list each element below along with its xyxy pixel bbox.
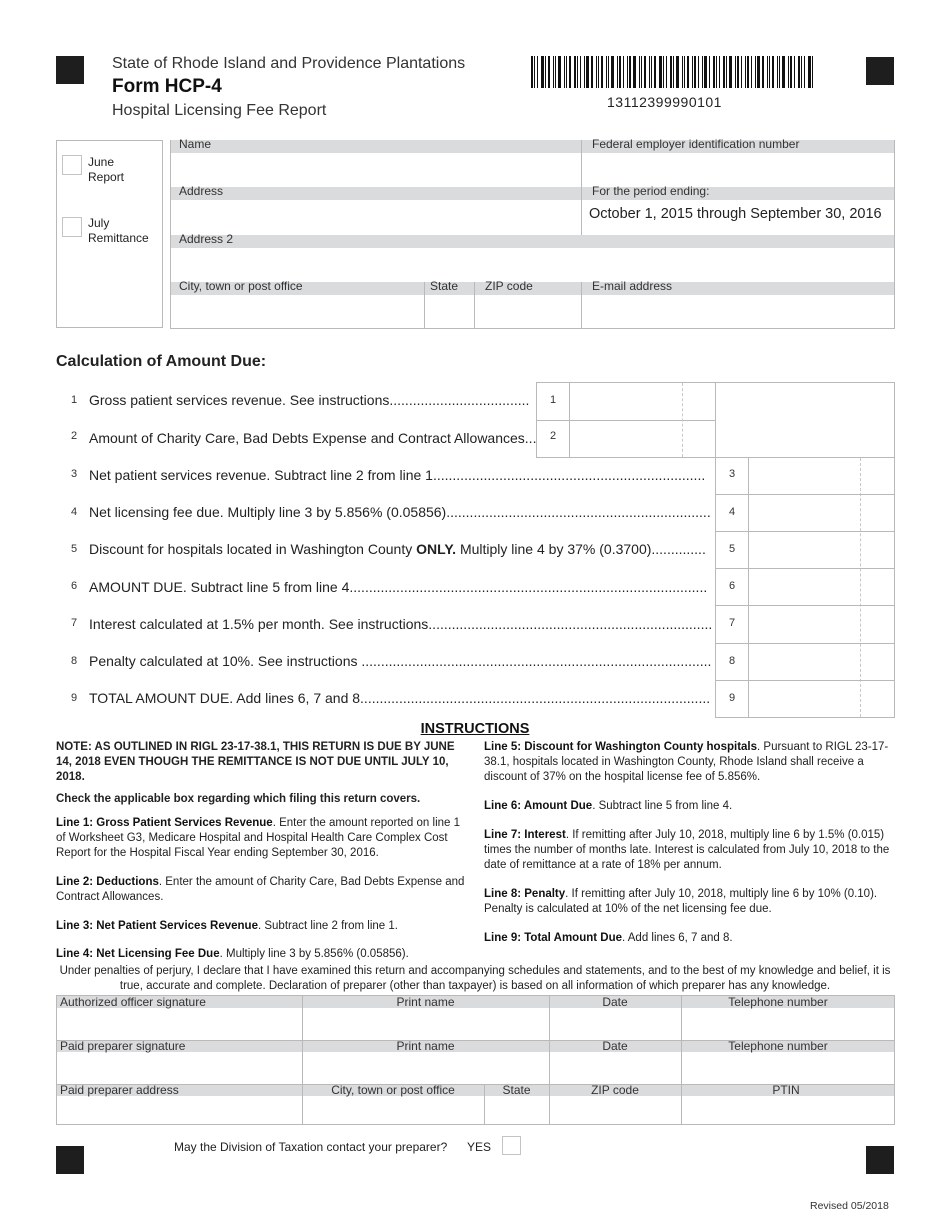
barcode-bar xyxy=(769,56,770,88)
auth-signature-label: Authorized officer signature xyxy=(60,995,206,1009)
july-remittance-checkbox[interactable] xyxy=(62,217,82,237)
auth-signature-field[interactable] xyxy=(57,1009,301,1040)
preparer-state-field[interactable] xyxy=(485,1097,548,1124)
instructions-right-column: Line 5: Discount for Washington County hospitals. Pursuant to RIGL 23-17-38.1, hospitals located in Washington County, Rhode Island shall receive a discount of 37% on the hospital license fee of 5.856%. Line 6: Amount Due. Subtract line 5 from line 4. Line 7: Interest. If remitting after July 10, 2018, multiply line 6 by 1.5% (0.015) times the number of months late. Interest is calculated from July 10, 2018 to the date of remittance at a rate of 18% per annum. Line 8: Penalty. If remitting after July 10, 2018, multiply line 6 by 10% (0.10). Penalty is calculated at 10% of the net licensing fee due. Line 9: Total Amount Due. Add lines 6, 7 and 8. xyxy=(484,741,890,944)
barcode-bar xyxy=(812,56,813,88)
preparer-signature-label: Paid preparer signature xyxy=(60,1039,186,1053)
barcode-bar xyxy=(666,56,667,88)
contact-question: May the Division of Taxation contact your preparer? xyxy=(174,1140,448,1154)
barcode-bar xyxy=(611,56,614,88)
barcode-bar xyxy=(569,56,571,88)
line-1-amount-field[interactable] xyxy=(570,383,715,420)
barcode-bar xyxy=(670,56,672,88)
fein-label: Federal employer identification number xyxy=(592,137,800,151)
line-number: 9 xyxy=(70,692,78,704)
barcode-bar xyxy=(676,56,679,88)
box-number: 7 xyxy=(728,617,736,629)
barcode-bar xyxy=(755,56,756,88)
line-5-amount-field[interactable] xyxy=(749,532,894,568)
barcode xyxy=(531,56,816,88)
address-field[interactable] xyxy=(171,201,581,234)
instructions-left-column: NOTE: AS OUTLINED IN RIGL 23-17-38.1, THIS RETURN IS DUE BY JUNE 14, 2018 EVEN THOUGH THE REMITTANCE IS NOT DUE UNTIL JULY 10, 2018. Check the applicable box regarding which filing this return covers. Line 1: Gross Patient Services Revenue. Enter the amount reported on line 1 of Worksheet G3, Medicare Hospital and Hospital Health Care Complex Cost Report for the Hospital Fiscal Year ending September 30, 2016. Line 2: Deductions. Enter the amount of Charity Care, Bad Debts Expense and Contract Allowances. Line 3: Net Patient Services Revenue. Subtract line 2 from line 1. Line 4: Net Licensing Fee Due. Multiply line 3 by 5.856% (0.05856). xyxy=(56,741,465,960)
preparer-telephone-field[interactable] xyxy=(682,1053,894,1084)
auth-print-name-field[interactable] xyxy=(303,1009,548,1040)
barcode-number: 13112399990101 xyxy=(607,94,722,110)
barcode-bar xyxy=(747,56,749,88)
zip-field[interactable] xyxy=(475,296,580,328)
email-field[interactable] xyxy=(582,296,894,328)
barcode-bar xyxy=(596,56,597,88)
line-number: 1 xyxy=(70,394,78,406)
address2-label: Address 2 xyxy=(179,232,234,246)
line-number: 8 xyxy=(70,655,78,667)
state-name: State of Rhode Island and Providence Plantations xyxy=(112,55,466,72)
registration-mark-bottom-right xyxy=(866,1146,894,1174)
barcode-bar xyxy=(709,56,710,88)
contact-yes-checkbox[interactable] xyxy=(502,1136,521,1155)
instructions-check: Check the applicable box regarding which filing this return covers. xyxy=(56,793,421,805)
contact-yes-label: YES xyxy=(467,1140,492,1154)
period-label: For the period ending: xyxy=(592,184,710,198)
address2-field[interactable] xyxy=(171,249,894,282)
line-9-amount-field[interactable] xyxy=(749,681,894,717)
barcode-bar xyxy=(591,56,593,88)
barcode-bar xyxy=(598,56,599,88)
barcode-bar xyxy=(798,56,800,88)
barcode-bar xyxy=(735,56,736,88)
barcode-bar xyxy=(566,56,567,88)
print-name-label: Print name xyxy=(396,995,455,1009)
barcode-bar xyxy=(644,56,646,88)
barcode-bar xyxy=(684,56,685,88)
city-label: City, town or post office xyxy=(179,279,303,293)
preparer-city-field[interactable] xyxy=(303,1097,483,1124)
box-number: 8 xyxy=(728,655,736,667)
june-report-checkbox[interactable] xyxy=(62,155,82,175)
barcode-bar xyxy=(608,56,609,88)
box-number: 6 xyxy=(728,580,736,592)
barcode-bar xyxy=(702,56,703,88)
barcode-bar xyxy=(586,56,589,88)
date-label: Date xyxy=(602,1039,628,1053)
instructions-note: NOTE: AS OUTLINED IN RIGL 23-17-38.1, THIS RETURN IS DUE BY JUNE 14, 2018 EVEN THOUGH THE REMITTANCE IS NOT DUE UNTIL JULY 10, 2018. xyxy=(56,741,455,783)
barcode-bar xyxy=(762,56,764,88)
barcode-bar xyxy=(577,56,578,88)
revised-date: Revised 05/2018 xyxy=(810,1200,889,1212)
barcode-bar xyxy=(553,56,554,88)
auth-telephone-field[interactable] xyxy=(682,1009,894,1040)
barcode-bar xyxy=(801,56,802,88)
line-8-text: Penalty calculated at 10%. See instructions .......................................................................................... xyxy=(89,653,712,669)
barcode-bar xyxy=(804,56,805,88)
barcode-bar xyxy=(619,56,621,88)
line-4-amount-field[interactable] xyxy=(749,495,894,531)
telephone-label: Telephone number xyxy=(728,1039,828,1053)
box-number: 2 xyxy=(549,430,557,442)
barcode-bar xyxy=(767,56,768,88)
barcode-bar xyxy=(713,56,715,88)
barcode-bar xyxy=(574,56,576,88)
barcode-bar xyxy=(808,56,811,88)
barcode-bar xyxy=(641,56,642,88)
barcode-bar xyxy=(779,56,780,88)
line-6-amount-field[interactable] xyxy=(749,569,894,605)
box-number: 1 xyxy=(549,394,557,406)
city-field[interactable] xyxy=(171,296,424,328)
barcode-bar xyxy=(639,56,640,88)
box-number: 5 xyxy=(728,543,736,555)
name-field[interactable] xyxy=(171,154,581,187)
barcode-bar xyxy=(651,56,652,88)
line-2-amount-field[interactable] xyxy=(570,421,715,457)
preparer-date-field[interactable] xyxy=(550,1053,680,1084)
barcode-bar xyxy=(723,56,725,88)
instructions-heading: INSTRUCTIONS xyxy=(420,721,530,737)
line-7-text: Interest calculated at 1.5% per month. See instructions......................................................................... xyxy=(89,616,713,632)
form-title: Hospital Licensing Fee Report xyxy=(112,102,327,119)
address-label: Address xyxy=(179,184,224,198)
line-number: 6 xyxy=(70,580,78,592)
barcode-bar xyxy=(633,56,636,88)
barcode-bar xyxy=(555,56,556,88)
name-label: Name xyxy=(179,137,212,151)
box-number: 4 xyxy=(728,506,736,518)
preparer-address-label: Paid preparer address xyxy=(60,1083,179,1097)
ptin-label: PTIN xyxy=(772,1083,800,1097)
barcode-bar xyxy=(617,56,618,88)
barcode-bar xyxy=(704,56,707,88)
line-9-text: TOTAL AMOUNT DUE. Add lines 6, 7 and 8.......................................................................................... xyxy=(89,690,711,706)
barcode-bar xyxy=(777,56,778,88)
line-3-amount-field[interactable] xyxy=(749,458,894,494)
state-field[interactable] xyxy=(425,296,474,328)
line-number: 7 xyxy=(70,617,78,629)
barcode-bar xyxy=(629,56,631,88)
barcode-bar xyxy=(541,56,544,88)
lines-1-2-side-box xyxy=(715,382,895,458)
barcode-bar xyxy=(729,56,732,88)
state-label: State xyxy=(430,279,459,293)
barcode-bar xyxy=(790,56,792,88)
line-3-text: Net patient services revenue. Subtract line 2 from line 1...................................................................... xyxy=(89,467,706,483)
barcode-bar xyxy=(692,56,693,88)
registration-mark-bottom-left xyxy=(56,1146,84,1174)
barcode-bar xyxy=(558,56,561,88)
barcode-bar xyxy=(654,56,656,88)
barcode-bar xyxy=(623,56,624,88)
line-4-text: Net licensing fee due. Multiply line 3 by 5.856% (0.05856).................................................................... xyxy=(89,504,711,520)
preparer-zip-label: ZIP code xyxy=(591,1083,639,1097)
line-7-amount-field[interactable] xyxy=(749,606,894,643)
barcode-bar xyxy=(649,56,650,88)
barcode-bar xyxy=(534,56,535,88)
auth-date-field[interactable] xyxy=(550,1009,680,1040)
telephone-label: Telephone number xyxy=(728,995,828,1009)
barcode-bar xyxy=(788,56,789,88)
barcode-bar xyxy=(531,56,533,88)
registration-mark-top-right xyxy=(866,57,894,85)
barcode-bar xyxy=(663,56,664,88)
barcode-bar xyxy=(716,56,717,88)
barcode-bar xyxy=(757,56,760,88)
line-number: 5 xyxy=(70,543,78,555)
barcode-bar xyxy=(745,56,746,88)
barcode-bar xyxy=(627,56,628,88)
barcode-bar xyxy=(794,56,795,88)
preparer-zip-field[interactable] xyxy=(550,1097,680,1124)
line-8-amount-field[interactable] xyxy=(749,644,894,680)
july-remittance-label: July Remittance xyxy=(88,216,149,245)
barcode-bar xyxy=(659,56,662,88)
box-number: 9 xyxy=(728,692,736,704)
barcode-bar xyxy=(751,56,752,88)
barcode-bar xyxy=(719,56,720,88)
line-6-text: AMOUNT DUE. Subtract line 5 from line 4............................................................................................ xyxy=(89,579,708,595)
line-1-text: Gross patient services revenue. See instructions.................................... xyxy=(89,392,530,408)
barcode-bar xyxy=(741,56,742,88)
period-value: October 1, 2015 through September 30, 2016 xyxy=(589,206,882,222)
ptin-field[interactable] xyxy=(682,1097,894,1124)
line-number: 4 xyxy=(70,506,78,518)
line-number: 3 xyxy=(70,468,78,480)
date-label: Date xyxy=(602,995,628,1009)
barcode-bar xyxy=(580,56,581,88)
preparer-city-label: City, town or post office xyxy=(331,1083,455,1097)
email-label: E-mail address xyxy=(592,279,673,293)
line-5-text: Discount for hospitals located in Washington County ONLY. Multiply line 4 by 37% (0.3700).............. xyxy=(89,541,706,557)
line-2-text: Amount of Charity Care, Bad Debts Expense and Contract Allowances... xyxy=(89,430,537,446)
barcode-bar xyxy=(601,56,603,88)
registration-mark-top-left xyxy=(56,56,84,84)
barcode-bar xyxy=(726,56,727,88)
barcode-bar xyxy=(698,56,699,88)
form-number: Form HCP-4 xyxy=(112,76,222,97)
print-name-label: Print name xyxy=(396,1039,455,1053)
barcode-bar xyxy=(548,56,550,88)
perjury-declaration: Under penalties of perjury, I declare that I have examined this return and accompanying schedules and statements, and to the best of my knowledge and belief, it is true, accurate and complete. Declaration of preparer (other than taxpayer) is based on all information of which preparer has any knowledge. xyxy=(59,965,891,992)
barcode-bar xyxy=(673,56,674,88)
barcode-bar xyxy=(687,56,689,88)
barcode-bar xyxy=(584,56,585,88)
barcode-bar xyxy=(737,56,739,88)
june-report-label: June Report xyxy=(88,155,125,184)
barcode-bar xyxy=(694,56,696,88)
barcode-bar xyxy=(772,56,774,88)
barcode-bar xyxy=(545,56,546,88)
preparer-signature-field[interactable] xyxy=(57,1053,301,1084)
box-number: 3 xyxy=(728,468,736,480)
barcode-bar xyxy=(564,56,565,88)
barcode-bar xyxy=(606,56,607,88)
zip-label: ZIP code xyxy=(485,279,533,293)
barcode-bar xyxy=(682,56,683,88)
barcode-bar xyxy=(537,56,538,88)
preparer-address-field[interactable] xyxy=(57,1097,301,1124)
fein-field[interactable] xyxy=(582,154,894,187)
calc-heading: Calculation of Amount Due: xyxy=(56,353,267,370)
preparer-print-name-field[interactable] xyxy=(303,1053,548,1084)
barcode-bar xyxy=(782,56,785,88)
line-number: 2 xyxy=(70,430,78,442)
preparer-state-label: State xyxy=(502,1083,531,1097)
